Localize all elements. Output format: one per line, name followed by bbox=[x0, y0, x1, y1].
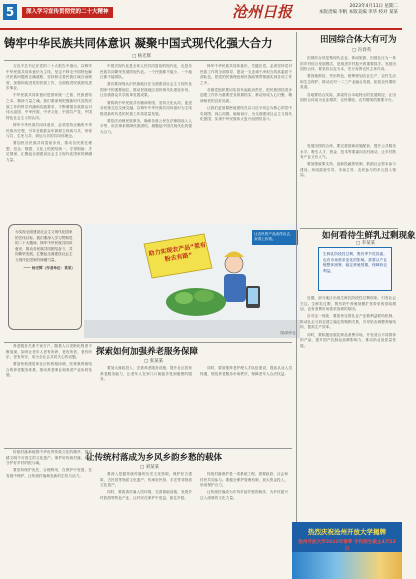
side-article-byline: □ 李某某 bbox=[356, 241, 376, 246]
paragraph: 中国式现代化是全体人民共同富裕的现代化，也是各民族共同繁荣发展的现代化。一个民族都不能少，一个地区都不能掉队。 bbox=[100, 64, 192, 80]
paragraph: 要依法治理民族事务，确保各族公民在法律面前人人平等，用法律来保障民族团结，凝聚起中国式现代化的强大合力。 bbox=[100, 118, 192, 135]
cartoon-caption: 助力实现农产品“菜有粉去有路” bbox=[148, 241, 207, 264]
mid-article-column-2 bbox=[100, 366, 292, 446]
paragraph: 近期，部分地区出现生鲜乳阶段性过剩现象，引发社会关注。生鲜乳过剩，既有奶牛养殖规模扩张带来的供给增加，也有消费市场需求放缓的原因。 bbox=[300, 296, 396, 312]
right-article-title: 田园综合体大有可为 bbox=[320, 35, 397, 45]
newspaper-logo: 沧州日报 bbox=[232, 3, 293, 21]
paragraph: 要加大财政投入，完善养老服务设施，提升社区居家养老服务能力，让老年人在家门口就能享受到便捷的服务。 bbox=[100, 366, 192, 382]
side-article-title: 如何看待生鲜乳过剩现象 bbox=[322, 231, 416, 241]
section-banner: 深入学习宣传贯彻党的二十大精神 bbox=[22, 7, 113, 18]
pull-quote-author: —— 杨光辉（作者单位：某某） bbox=[23, 265, 75, 270]
main-headline: 铸牢中华民族共同体意识 凝聚中国式现代化强大合力 bbox=[4, 36, 273, 50]
page-number: 5 bbox=[3, 4, 17, 20]
mid-article-column-1 bbox=[6, 344, 92, 446]
right-article-column-1 bbox=[300, 56, 396, 142]
advertisement bbox=[292, 522, 402, 579]
paragraph: 要深入挖掘传统村落的历史文化资源，保护好古建筑、古民居等物质文化遗产，传承好民俗、手艺等非物质文化遗产。 bbox=[100, 472, 192, 488]
cartoon-text-box: 让农民的产品卖得出去、卖得上价钱。 bbox=[252, 230, 298, 245]
bottom-article-title: 让传统村落成为乡风乡韵乡愁的载体 bbox=[86, 453, 223, 463]
issue-date: 2023年4月11日 星期二 bbox=[349, 4, 398, 9]
pull-quote-text: 为实现全面建设社会主义现代化国家的宏伟目标，我们要深入学习贯彻党的二十大精神，铸牢中华民族共同体意识，推动各民族共同团结奋斗、共同繁荣发展，汇聚起全面建设社会主义现代化国家的磅礴力量。 bbox=[15, 230, 73, 262]
paragraph: 习近平总书记在党的二十大报告中指出，以铸牢中华民族共同体意识为主线，坚定不移走中国特色解决民族问题的正确道路，坚持和完善民族区域自治制度，加强和改进党的民族工作，全面推进民族团结进步事业。 bbox=[6, 64, 92, 91]
ad-headline: 热烈庆祝沧州开放大学揭牌 bbox=[308, 528, 386, 536]
paragraph: 同时，要积极拓展乳制品消费市场，开发适合不同群体的产品，提升国产乳制品品牌影响力，推动奶业高质量发展。 bbox=[300, 332, 396, 348]
ad-subline: 沧州开放大学2023年春季 专科招生截止4月13日 bbox=[298, 540, 396, 552]
paragraph: 中华民族共同体意识是国家统一之基、民族团结之本、精神力量之魂。我们要深刻把握新时代党的民族工作的科学内涵和实践要求，不断增强各族群众对伟大祖国、中华民族、中华文化、中国共产党、中国特色社会主义的认同。 bbox=[6, 93, 92, 120]
main-column-3 bbox=[200, 64, 292, 220]
headline-divider bbox=[4, 60, 292, 61]
section-divider bbox=[4, 342, 292, 343]
main-byline: □ 杨光辉 bbox=[132, 54, 152, 59]
paragraph: 要加快构建居家社区机构相协调、医养康养相结合的养老服务体系，推动养老事业和养老产业协同发展。 bbox=[6, 362, 92, 378]
paragraph: 养老服务关系千家万户。随着人口老龄化程度不断加深，如何让老年人老有所养、老有所依、老有所乐、老有所安，成为全社会共同关心的话题。 bbox=[6, 344, 92, 360]
bottom-article-column-3 bbox=[200, 472, 288, 576]
bottom-article-column-2 bbox=[100, 472, 192, 576]
column-divider bbox=[296, 32, 297, 522]
paragraph: 要加快各民族共同富裕步伐，推动各民族在理想、信念、情感、文化上的团结统一，守望相助、手足情深，汇聚起全面建设社会主义现代化国家的磅礴力量。 bbox=[6, 141, 92, 162]
mid-article-byline: □ 张某某 bbox=[144, 359, 164, 364]
paragraph: 要坚持保护优先、合理利用，在保护中发展、在发展中保护，让传统村落焕发新的生机与活力。 bbox=[6, 468, 92, 478]
bottom-article-column-1 bbox=[6, 450, 92, 576]
farmer-head bbox=[225, 255, 243, 273]
main-column-2 bbox=[100, 64, 192, 220]
paragraph: 我们要深刻认识民族地区在全面建设社会主义现代化国家中的重要地位，推动民族地区加快现代化建设步伐，让各族群众共享改革发展成果。 bbox=[100, 82, 192, 98]
paragraph: 发展田园综合体，要完善基础设施配套，提升公共服务水平，吸引人才、资金、技术等要素向农村流动，让乡村既有产业又有人气。 bbox=[300, 144, 396, 160]
paragraph: 要加强政策支持，创新投融资机制，鼓励社会资本参与建设，形成政府引导、市场主导、农民参与的多元投入格局。 bbox=[300, 162, 396, 178]
vegetable-basket bbox=[166, 288, 226, 316]
paragraph: 各级党组织要切实担负起政治责任，把民族团结进步创建工作作为重要任务抓紧抓实，推动形成人心归聚、精神相依的良好局面。 bbox=[200, 87, 292, 104]
straw-hat bbox=[224, 252, 244, 258]
paragraph: 同时，要改善村落人居环境，完善基础设施，发展乡村旅游等特色产业，让村民在保护中受益，留住乡愁。 bbox=[100, 490, 192, 500]
pull-quote bbox=[8, 224, 82, 330]
paragraph: 传统村落保护是一项系统工程，需要政府、社会和村民共同参与。要健全保护管理机制，加大资金投入，形成保护合力。 bbox=[200, 472, 288, 488]
paragraph: 让传统村落成为乡风乡韵乡愁的载体，为乡村振兴注入深厚的文化力量。 bbox=[200, 490, 288, 500]
paragraph: 要构筑中华民族共有精神家园，坚持文化认同，促进各民族交往交流交融，以铸牢中华民族共同体意识为主线推进新时代党的民族工作高质量发展。 bbox=[100, 100, 192, 116]
paragraph: 铸牢中华民族共同体意识，必须坚持正确的中华民族历史观，引导各族群众牢固树立休戚与共、荣辱与共、生死与共、命运与共的共同体理念。 bbox=[6, 122, 92, 139]
main-column-1 bbox=[6, 64, 92, 220]
right-article-byline: □ 冯春英 bbox=[352, 48, 372, 53]
header-info bbox=[319, 4, 398, 16]
paragraph: 应对这一现象，要加快完善乳业产业链利益联结机制，推动乳企与奶农建立稳定的购销关系，引导奶农调整养殖结构，提高生产效率。 bbox=[300, 314, 396, 330]
ad-photo-strip bbox=[292, 552, 402, 579]
paragraph: 各地要结合实际，探索符合本地特点的发展路径，让田园综合体成为农业增效、农民增收、农村增美的重要平台。 bbox=[300, 92, 396, 103]
mid-article-title: 探索如何加强养老服务保障 bbox=[96, 347, 199, 357]
cartoon-illustration bbox=[84, 224, 300, 338]
section-divider bbox=[4, 448, 292, 449]
right-article-column-2 bbox=[300, 144, 396, 226]
edition-info: 本版责编 李帆 本版美编 李华 校对 某某 bbox=[318, 10, 398, 15]
paragraph: 要因地制宜、突出特色，统筹规划农业生产、农村生活和生态保护，推动农村一二三产业融合发展，拓宽农民增收渠道。 bbox=[300, 74, 396, 90]
page-header bbox=[0, 0, 402, 30]
paragraph: 让我们更加紧密地团结在以习近平同志为核心的党中央周围，同心同德、砥砺前行，为全面建成社会主义现代化强国、实现中华民族伟大复兴而团结奋斗。 bbox=[200, 106, 292, 122]
paragraph: 传统村落承载着中华优秀传统文化的精华，是农耕文明不可再生的文化遗产。保护好传统村落，就是守护好乡村的根与魂。 bbox=[6, 450, 92, 466]
section-divider bbox=[300, 228, 398, 229]
bottom-article-byline: □ 刘某某 bbox=[140, 465, 160, 470]
farmer-body bbox=[224, 274, 246, 302]
paragraph: 同时，要加强养老护理人才队伍建设，提高从业人员待遇，规范养老服务市场秩序，保障老年人合法权益。 bbox=[200, 366, 292, 376]
side-article-column bbox=[300, 296, 396, 518]
cartoon-credit: 图/新华社 bbox=[280, 331, 296, 335]
side-article-summary-box: 生鲜乳阶段性过剩，既有季节性因素，也有市场需求变化的影响。需要从产业链整体统筹，稳定养殖预期，保障奶农利益。 bbox=[318, 247, 392, 291]
paragraph: 铸牢中华民族共同体意识，关键在党。必须坚持党对民族工作的全面领导，建设一支忠诚干净担当的高素质干部队伍，把党的民族理论和民族政策贯彻落实到各项工作之中。 bbox=[200, 64, 292, 85]
paragraph: 田园综合体是集现代农业、休闲旅游、田园社区为一体的乡村综合发展模式，是推进乡村振兴的重要抓手。发展田园综合体，要坚持以农为本，充分发挥农民主体作用。 bbox=[300, 56, 396, 72]
